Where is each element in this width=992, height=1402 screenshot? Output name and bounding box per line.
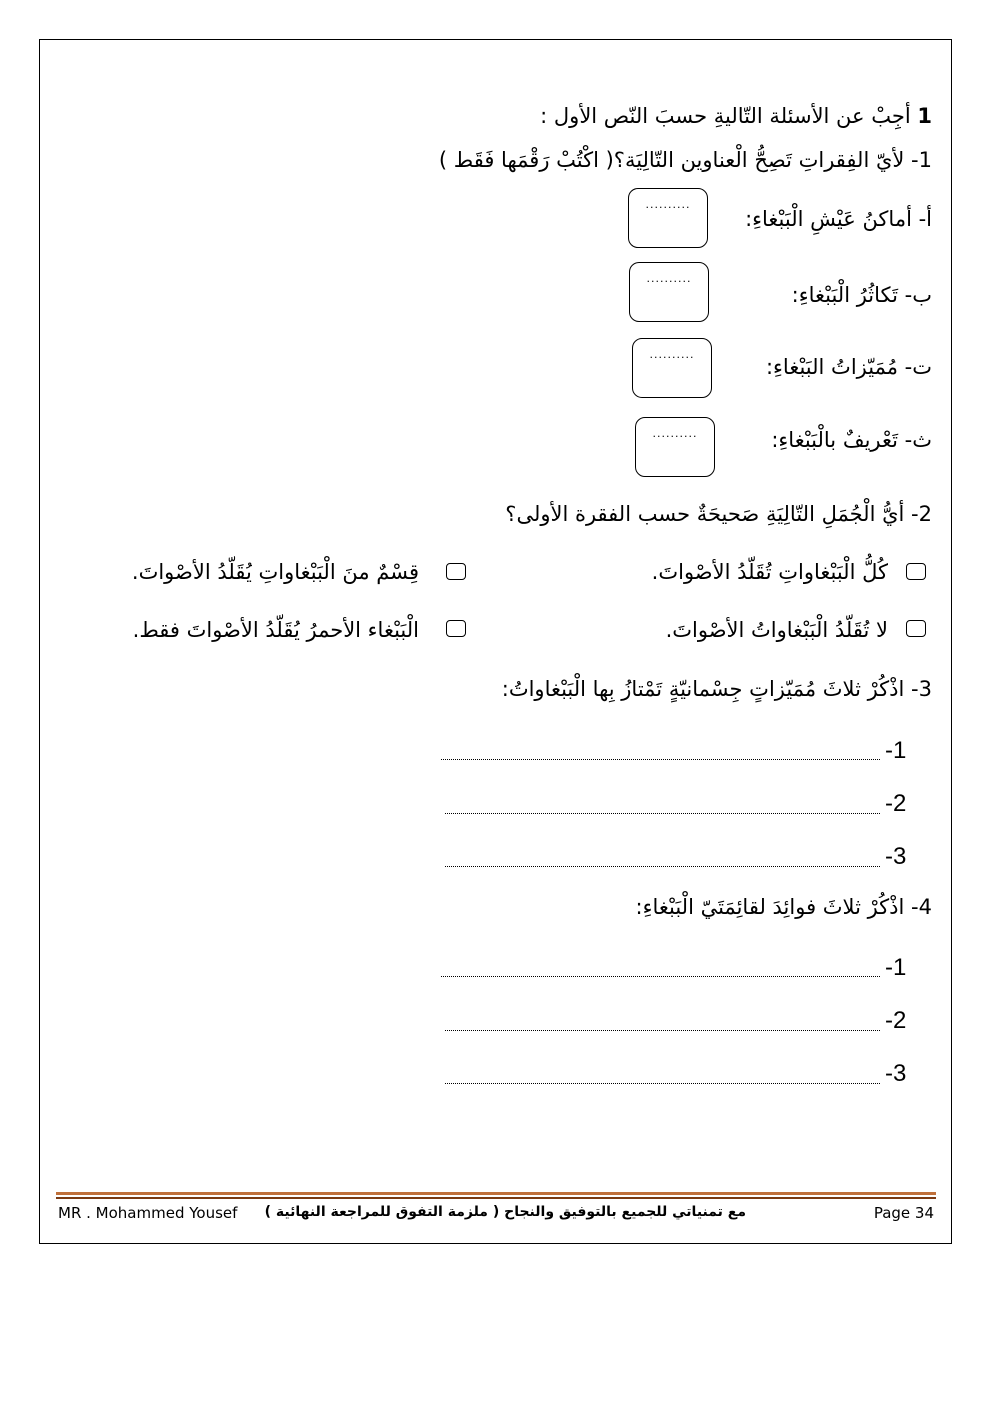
sub1-item-b-answer-box[interactable] [629, 262, 709, 322]
answer-dots: .......... [652, 427, 698, 440]
question-heading-text: أجِبْ عن الأسئلة التّاليةِ حسبَ النّص الأول : [540, 104, 911, 128]
sub2-option-4-checkbox[interactable] [446, 620, 466, 637]
sub3-answer-line-3[interactable] [445, 866, 880, 867]
sub4-prompt: 4- اذْكُرْ ثلاثَ فوائِدَ لقائِمَتَيّ الْبَبْغاءِ: [635, 895, 932, 919]
footer-center-text: مع تمنياتي للجميع بالتوفيق والنجاح ( ملزمة التفوق للمراجعة النهائية ) [264, 1204, 746, 1220]
sub4-line-2-number: -2 [885, 1007, 907, 1034]
sub2-option-2-checkbox[interactable] [446, 563, 466, 580]
answer-dots: .......... [646, 272, 692, 285]
sub1-item-a-label: أ- أماكنُ عَيْشِ الْبَبْغاءِ: [745, 207, 932, 231]
question-number: 1 [917, 104, 932, 128]
sub1-item-d-answer-box[interactable] [635, 417, 715, 477]
sub4-answer-line-2[interactable] [445, 1030, 880, 1031]
sub3-prompt: 3- اذْكُرْ ثلاثَ مُمَيّزاتٍ جِسْمانيّةٍ تَمْتازُ بِها الْبَبْغاواتُ: [501, 677, 932, 701]
sub2-option-1-checkbox[interactable] [906, 563, 926, 580]
sub3-line-1-number: -1 [885, 737, 907, 764]
question-heading [540, 104, 932, 128]
sub3-answer-line-2[interactable] [445, 813, 880, 814]
sub3-answer-line-1[interactable] [441, 759, 880, 760]
answer-dots: .......... [649, 348, 695, 361]
sub4-line-1-number: -1 [885, 954, 907, 981]
sub2-option-3-checkbox[interactable] [906, 620, 926, 637]
sub1-prompt: 1- لأيّ الفِقراتِ تَصِحُّ الْعناوين التّالِيَة؟( اكْتُبْ رَقْمَها فَقَط ) [438, 148, 932, 172]
footer-page-number: Page 34 [873, 1204, 934, 1222]
sub2-option-1-text: كُلُّ الْبَبْغاواتِ تُقَلّدُ الأصْواتَ. [651, 560, 888, 584]
sub2-option-4-text: الْبَبْغاء الأحمرُ يُقَلّدُ الأصْواتَ فقط. [132, 618, 419, 642]
footer-author: MR . Mohammed Yousef [58, 1204, 238, 1222]
sub1-item-b-label: ب- تَكاثُرُ الْبَبْغاءِ: [791, 283, 932, 307]
sub4-answer-line-1[interactable] [441, 976, 880, 977]
footer-rule-thin [56, 1197, 936, 1199]
sub2-option-3-text: لا تُقَلّدُ الْبَبْغاواتُ الأصْواتَ. [665, 618, 888, 642]
sub4-answer-line-3[interactable] [445, 1083, 880, 1084]
sub2-option-2-text: قِسْمٌ منَ الْبَبْغاواتِ يُقَلّدُ الأصْواتَ. [131, 560, 419, 584]
sub1-item-c-label: ت- مُمَيّزاتُ البَبْغاءِ: [765, 355, 932, 379]
sub3-line-3-number: -3 [885, 843, 907, 870]
sub3-line-2-number: -2 [885, 790, 907, 817]
sub1-item-d-label: ث- تَعْريفٌ بالْبَبْغاءِ: [771, 428, 932, 452]
sub1-item-a-answer-box[interactable] [628, 188, 708, 248]
footer-rule [56, 1192, 936, 1195]
sub2-prompt: 2- أيُّ الْجُمَلِ التّالِيَةِ صَحيحَةٌ حسب الفقرة الأولى؟ [505, 502, 932, 526]
sub4-line-3-number: -3 [885, 1060, 907, 1087]
answer-dots: .......... [645, 198, 691, 211]
sub1-item-c-answer-box[interactable] [632, 338, 712, 398]
